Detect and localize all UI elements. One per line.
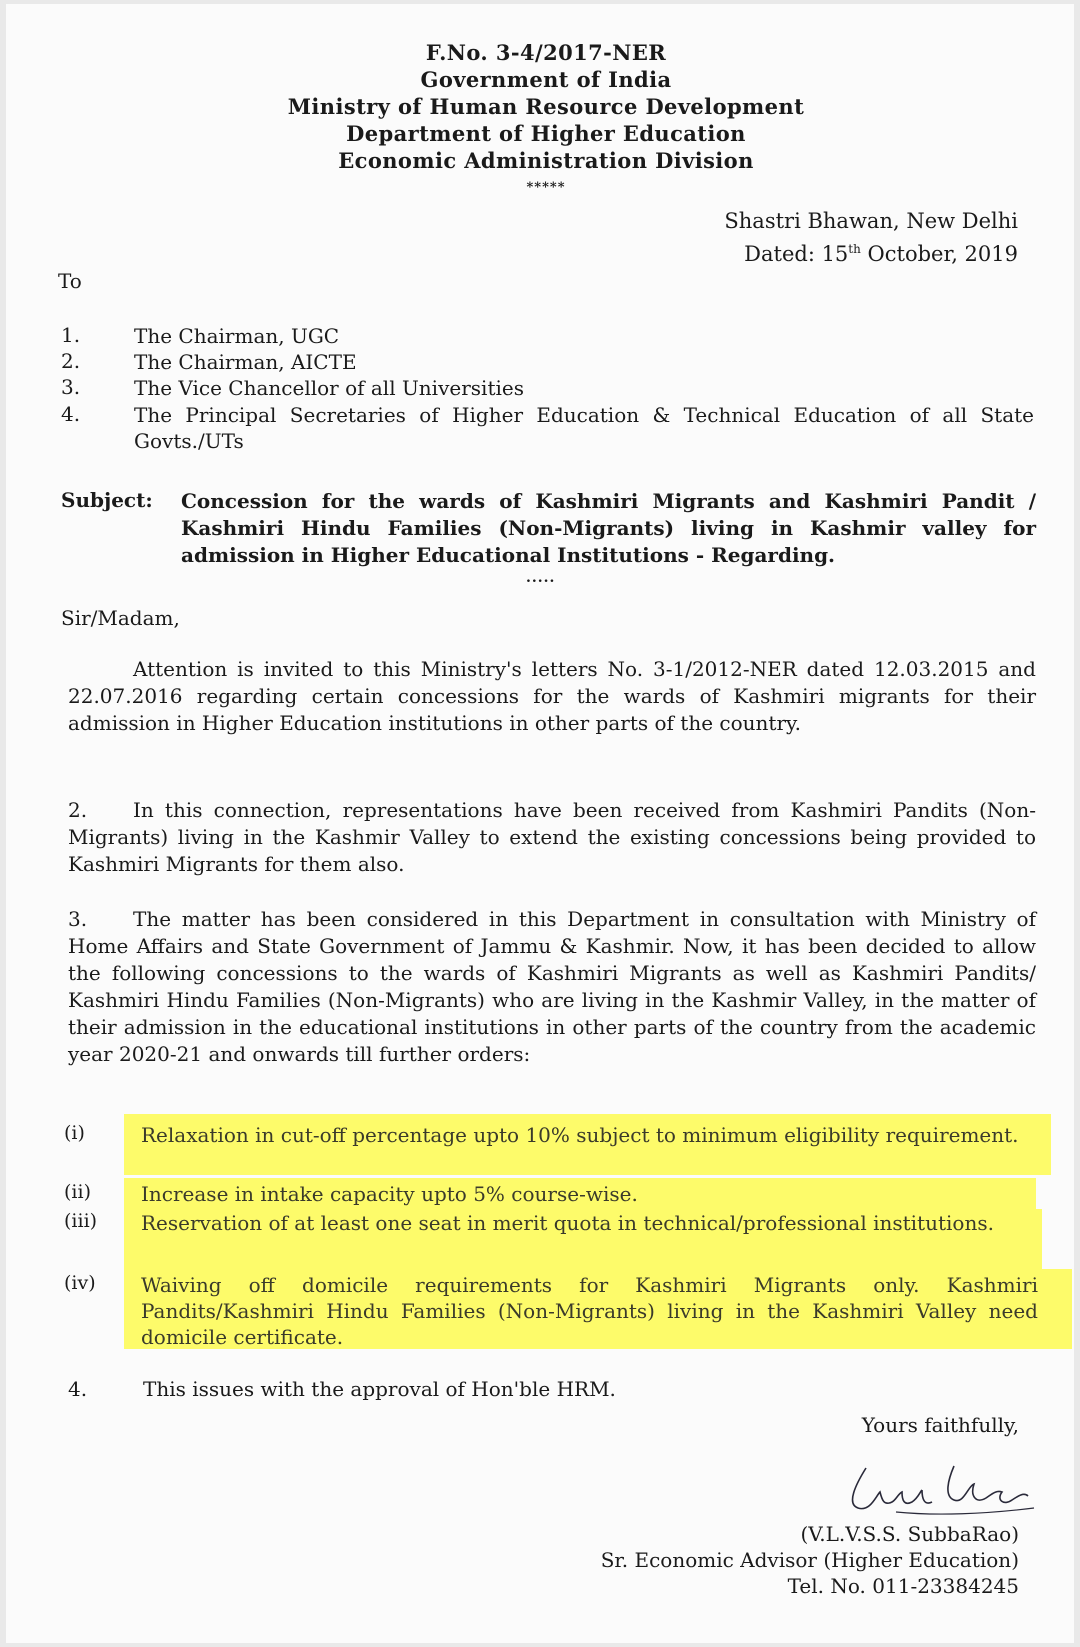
concession-number: (iii) bbox=[64, 1210, 98, 1232]
concession-text: Relaxation in cut-off percentage upto 10% subject to minimum eligibility requirement. bbox=[141, 1123, 1019, 1147]
letter-page bbox=[6, 4, 1074, 1643]
recipient-text: The Chairman, AICTE bbox=[134, 350, 357, 374]
recipient-text: The Vice Chancellor of all Universities bbox=[134, 376, 524, 400]
paragraph-text: The matter has been considered in this Department in consultation with Ministry of Home Affairs and State Government of Jammu & Kashmir. Now, it has been decided to allow the following concessions to the wards of Kashmiri Migrants as well as Kashmiri Pandits/ Kashmiri Hindu Families (Non-Migrants) who are living in the Kashmir Valley, in the matter of their admission in the educational institutions in other parts of the country from the academic year 2020-21 and onwards till further orders: bbox=[68, 907, 1036, 1066]
signature-scribble bbox=[836, 1456, 1046, 1518]
concession-text: Reservation of at least one seat in merit quota in technical/professional institutions. bbox=[141, 1211, 994, 1235]
date-prefix: Dated: 15 bbox=[744, 242, 849, 266]
file-number: F.No. 3-4/2017-NER bbox=[425, 40, 667, 65]
date-line bbox=[744, 234, 1018, 269]
signatory-name: (V.L.V.S.S. SubbaRao) bbox=[800, 1522, 1019, 1546]
subject-text: Concession for the wards of Kashmiri Migrants and Kashmiri Pandit / Kashmiri Hindu Families (Non-Migrants) living in Kashmir valley for admission in Higher Educational Institutions - Regarding. bbox=[181, 489, 1036, 567]
ministry-heading: Ministry of Human Resource Development bbox=[287, 94, 805, 119]
paragraph-4-text: This issues with the approval of Hon'ble HRM. bbox=[143, 1377, 616, 1401]
recipient-text: The Chairman, UGC bbox=[134, 324, 340, 348]
subject-dots: ..... bbox=[526, 570, 556, 586]
paragraph-text: In this connection, representations have been received from Kashmiri Pandits (Non-Migrants) living in the Kashmir Valley to extend the existing concessions being provided to Kashmiri Migrants for them also. bbox=[68, 798, 1036, 876]
concession-text: Waiving off domicile requirements for Kashmiri Migrants only. Kashmiri Pandits/Kashmiri Hindu Families (Non-Migrants) living in the Kashmiri Valley need domicile certificate. bbox=[141, 1273, 1038, 1349]
recipient-number: 4. bbox=[61, 402, 81, 426]
recipient-text: The Principal Secretaries of Higher Education & Technical Education of all State Govts./UTs bbox=[134, 403, 1034, 453]
to-label: To bbox=[58, 269, 82, 293]
paragraph-1 bbox=[68, 656, 1036, 737]
paragraph-3 bbox=[68, 906, 1036, 1068]
date-sup: th bbox=[848, 242, 861, 256]
paragraph-2 bbox=[68, 797, 1036, 878]
govt-heading: Government of India bbox=[420, 67, 672, 92]
concession-number: (ii) bbox=[64, 1181, 91, 1203]
recipient-number: 1. bbox=[61, 323, 81, 347]
department-heading: Department of Higher Education bbox=[346, 121, 746, 146]
division-heading: Economic Administration Division bbox=[338, 148, 754, 173]
recipient-number: 2. bbox=[61, 349, 81, 373]
subject-label: Subject: bbox=[61, 488, 153, 512]
concession-number: (iv) bbox=[64, 1272, 96, 1294]
closing: Yours faithfully, bbox=[861, 1413, 1019, 1437]
concession-text: Increase in intake capacity upto 5% course-wise. bbox=[141, 1182, 638, 1206]
salutation: Sir/Madam, bbox=[61, 606, 180, 630]
date-suffix: October, 2019 bbox=[860, 242, 1018, 266]
paragraph-text: Attention is invited to this Ministry's letters No. 3-1/2012-NER dated 12.03.2015 and 22.07.2016 regarding certain concessions for the wards of Kashmiri migrants for their admission in Higher Education institutions in other parts of the country. bbox=[68, 657, 1036, 735]
place: Shastri Bhawan, New Delhi bbox=[724, 209, 1018, 233]
paragraph-number: 4. bbox=[68, 1377, 88, 1401]
paragraph-number: 3. bbox=[68, 907, 88, 931]
concession-number: (i) bbox=[64, 1122, 85, 1144]
signatory-designation: Sr. Economic Advisor (Higher Education) bbox=[600, 1548, 1019, 1572]
signatory-telephone: Tel. No. 011-23384245 bbox=[787, 1574, 1019, 1598]
header-stars: ***** bbox=[526, 180, 566, 195]
paragraph-number: 2. bbox=[68, 798, 88, 822]
recipient-number: 3. bbox=[61, 375, 81, 399]
